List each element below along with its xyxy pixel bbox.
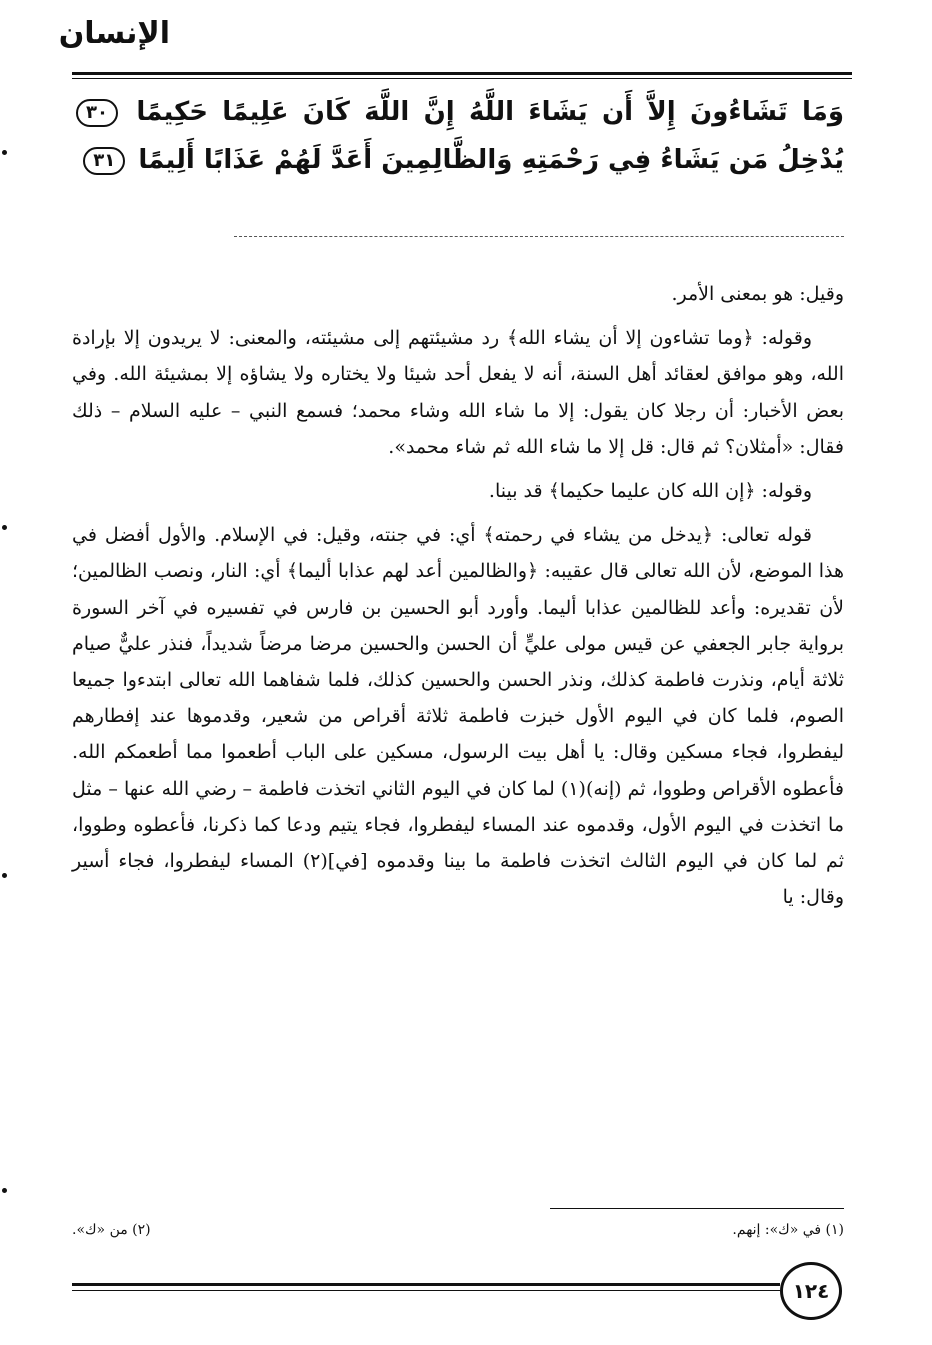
commentary-body bbox=[72, 276, 844, 923]
verse-30-text: وَمَا تَشَاءُونَ إِلاَّ أَن يَشَاءَ اللَّهُ إِنَّ اللَّهَ كَانَ عَلِيمًا حَكِيمًا bbox=[136, 97, 844, 127]
paragraph-3: وقوله: ﴿إن الله كان عليما حكيما﴾ قد بينا. bbox=[488, 480, 812, 503]
header-rule bbox=[72, 72, 852, 75]
footnotes bbox=[72, 1222, 844, 1238]
margin-mark bbox=[2, 873, 7, 878]
paragraph-1: وقيل: هو بمعنى الأمر. bbox=[671, 283, 844, 305]
footnote-rule bbox=[550, 1208, 844, 1209]
paragraph-2: وقوله: ﴿وما تشاءون إلا أن يشاء الله﴾ رد مشيئتهم إلى مشيئته، والمعنى: لا يريدون إلا بإرادة الله، وهو موافق لعقائد أهل السنة، أنه لا يفعل أحد شيئا ولا يختاره ولا يشاؤه إلا بمشيئة الله. وفي بعض الأخبار: أن رجلا كان يقول: إلا ما شاء الله وشاء محمد؛ فسمع النبي – عليه السلام – ذلك فقال: «أمثلان؟ ثم قال: قل إلا ما شاء الله ثم شاء محمد». bbox=[72, 327, 844, 458]
margin-mark bbox=[2, 525, 7, 530]
margin-mark bbox=[2, 150, 7, 155]
footer-rule-thin bbox=[72, 1290, 780, 1291]
footnote-1: (١) في «ك»: إنهم. bbox=[732, 1222, 844, 1238]
margin-mark bbox=[2, 1188, 7, 1193]
verse-number-31: ٣١ bbox=[83, 147, 125, 175]
verse-number-30: ٣٠ bbox=[76, 99, 118, 127]
footer-rule bbox=[72, 1283, 780, 1286]
surah-title: الإنسان bbox=[58, 16, 170, 51]
page-number: ١٢٤ bbox=[780, 1262, 842, 1320]
paragraph-4: قوله تعالى: ﴿يدخل من يشاء في رحمته﴾ أي: في جنته، وقيل: في الإسلام. والأول أفضل في هذا الموضع، لأن الله تعالى قال عقيبه: ﴿والظالمين أعد لهم عذابا أليما﴾ أي: النار، ونصب الظالمين؛ لأن تقديره: وأعد للظالمين عذابا أليما. وأورد أبو الحسين بن فارس في تفسيره في آخر السورة برواية جابر الجعفي عن قيس مولى عليٍّ أن الحسن والحسين مرضا مرضاً شديداً، فنذر عليٌّ صيام ثلاثة أيام، ونذرت فاطمة كذلك، ونذر الحسن والحسين كذلك، فلما شفاهما الله تعالى ابتدءوا جميعا الصوم، فلما كان في اليوم الأول خبزت فاطمة ثلاثة أقراص من شعير، وقدموها عند إفطارهم ليفطروا، فجاء مسكين وقال: يا أهل بيت الرسول، مسكين على الباب أطعموا مما أطعمكم الله. فأعطوه الأقراص وطووا، ثم (إنه)(١) لما كان في اليوم الثاني اتخذت فاطمة – رضي الله عنها – مثل ما اتخذت في اليوم الأول، وقدموه عند المساء ليفطروا، فجاء يتيم ودعا كما ذكرنا، فأعطوه وطووا، ثم لما كان في اليوم الثالث اتخذت فاطمة ما بينا وقدموه [في](٢) المساء ليفطروا، فجاء أسير وقال: يا bbox=[72, 524, 844, 909]
footnote-2: (٢) من «ك». bbox=[72, 1222, 151, 1238]
quran-verses bbox=[72, 88, 844, 184]
verse-31-text: يُدْخِلُ مَن يَشَاءُ فِي رَحْمَتِهِ وَالظَّالِمِينَ أَعَدَّ لَهُمْ عَذَابًا أَلِيمًا bbox=[138, 145, 844, 175]
header-rule-thin bbox=[72, 78, 852, 79]
verse-separator bbox=[234, 236, 844, 237]
